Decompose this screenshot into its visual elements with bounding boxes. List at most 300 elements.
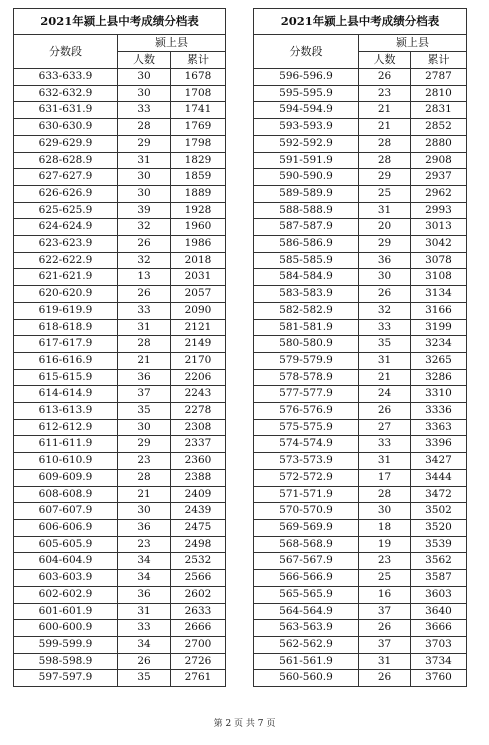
table-row xyxy=(14,403,226,420)
table-row xyxy=(254,319,467,336)
header-cumulative: 累计 xyxy=(171,52,226,69)
cumulative-cell: 2787 xyxy=(411,69,467,86)
cumulative-cell: 1741 xyxy=(171,102,226,119)
table-row xyxy=(14,269,226,286)
cumulative-cell: 1859 xyxy=(171,169,226,186)
count-cell: 23 xyxy=(118,536,171,553)
table-row xyxy=(14,519,226,536)
table-row xyxy=(254,553,467,570)
cumulative-cell: 3603 xyxy=(411,586,467,603)
table-row xyxy=(254,453,467,470)
score-range-cell: 562-562.9 xyxy=(254,636,359,653)
cumulative-cell: 3310 xyxy=(411,386,467,403)
count-cell: 30 xyxy=(118,419,171,436)
table-row xyxy=(254,286,467,303)
header-county: 颍上县 xyxy=(359,35,467,52)
score-table-right xyxy=(253,8,467,687)
count-cell: 21 xyxy=(359,119,411,136)
cumulative-cell: 3013 xyxy=(411,219,467,236)
table-row xyxy=(254,486,467,503)
table-row xyxy=(254,603,467,620)
cumulative-cell: 3703 xyxy=(411,636,467,653)
count-cell: 29 xyxy=(118,135,171,152)
cumulative-cell: 2810 xyxy=(411,85,467,102)
count-cell: 26 xyxy=(118,236,171,253)
header-score-range: 分数段 xyxy=(14,35,118,69)
count-cell: 30 xyxy=(359,503,411,520)
count-cell: 29 xyxy=(359,236,411,253)
table-row xyxy=(14,85,226,102)
cumulative-cell: 3336 xyxy=(411,403,467,420)
cumulative-cell: 2566 xyxy=(171,570,226,587)
score-range-cell: 564-564.9 xyxy=(254,603,359,620)
count-cell: 33 xyxy=(359,319,411,336)
count-cell: 28 xyxy=(118,119,171,136)
cumulative-cell: 2337 xyxy=(171,436,226,453)
count-cell: 21 xyxy=(359,102,411,119)
table-row xyxy=(14,302,226,319)
count-cell: 31 xyxy=(359,453,411,470)
table-row xyxy=(254,369,467,386)
score-range-cell: 604-604.9 xyxy=(14,553,118,570)
score-range-cell: 560-560.9 xyxy=(254,670,359,687)
count-cell: 28 xyxy=(118,469,171,486)
cumulative-cell: 2149 xyxy=(171,336,226,353)
count-cell: 16 xyxy=(359,586,411,603)
cumulative-cell: 3396 xyxy=(411,436,467,453)
table-row xyxy=(14,636,226,653)
count-cell: 34 xyxy=(118,553,171,570)
score-range-cell: 603-603.9 xyxy=(14,570,118,587)
count-cell: 33 xyxy=(359,436,411,453)
cumulative-cell: 2475 xyxy=(171,519,226,536)
table-row xyxy=(14,436,226,453)
table-row xyxy=(14,69,226,86)
cumulative-cell: 1889 xyxy=(171,185,226,202)
table-row xyxy=(254,636,467,653)
table-row xyxy=(14,453,226,470)
count-cell: 33 xyxy=(118,620,171,637)
cumulative-cell: 3666 xyxy=(411,620,467,637)
cumulative-cell: 3234 xyxy=(411,336,467,353)
score-range-cell: 601-601.9 xyxy=(14,603,118,620)
score-range-cell: 600-600.9 xyxy=(14,620,118,637)
count-cell: 23 xyxy=(359,85,411,102)
table-row xyxy=(14,252,226,269)
table-row xyxy=(14,286,226,303)
count-cell: 31 xyxy=(118,152,171,169)
count-cell: 36 xyxy=(118,586,171,603)
score-range-cell: 593-593.9 xyxy=(254,119,359,136)
cumulative-cell: 1829 xyxy=(171,152,226,169)
cumulative-cell: 2908 xyxy=(411,152,467,169)
table-row xyxy=(254,436,467,453)
header-score-range: 分数段 xyxy=(254,35,359,69)
score-range-cell: 630-630.9 xyxy=(14,119,118,136)
table-row xyxy=(254,403,467,420)
cumulative-cell: 1798 xyxy=(171,135,226,152)
table-row xyxy=(254,169,467,186)
count-cell: 36 xyxy=(118,369,171,386)
cumulative-cell: 3363 xyxy=(411,419,467,436)
table-row xyxy=(14,419,226,436)
cumulative-cell: 1986 xyxy=(171,236,226,253)
table-row xyxy=(254,570,467,587)
cumulative-cell: 3265 xyxy=(411,352,467,369)
cumulative-cell: 2633 xyxy=(171,603,226,620)
cumulative-cell: 2360 xyxy=(171,453,226,470)
cumulative-cell: 2439 xyxy=(171,503,226,520)
score-range-cell: 587-587.9 xyxy=(254,219,359,236)
table-row xyxy=(14,219,226,236)
score-range-cell: 570-570.9 xyxy=(254,503,359,520)
score-range-cell: 605-605.9 xyxy=(14,536,118,553)
cumulative-cell: 2121 xyxy=(171,319,226,336)
count-cell: 36 xyxy=(118,519,171,536)
count-cell: 26 xyxy=(359,403,411,420)
score-range-cell: 584-584.9 xyxy=(254,269,359,286)
table-row xyxy=(14,152,226,169)
count-cell: 30 xyxy=(118,169,171,186)
count-cell: 21 xyxy=(118,486,171,503)
table-row xyxy=(14,102,226,119)
count-cell: 30 xyxy=(359,269,411,286)
score-range-cell: 586-586.9 xyxy=(254,236,359,253)
cumulative-cell: 3539 xyxy=(411,536,467,553)
count-cell: 30 xyxy=(118,85,171,102)
cumulative-cell: 3472 xyxy=(411,486,467,503)
cumulative-cell: 3134 xyxy=(411,286,467,303)
count-cell: 35 xyxy=(359,336,411,353)
score-range-cell: 625-625.9 xyxy=(14,202,118,219)
score-range-cell: 626-626.9 xyxy=(14,185,118,202)
table-row xyxy=(254,69,467,86)
table-title: 2021年颍上县中考成绩分档表 xyxy=(254,9,467,35)
score-range-cell: 579-579.9 xyxy=(254,352,359,369)
count-cell: 26 xyxy=(118,653,171,670)
cumulative-cell: 2700 xyxy=(171,636,226,653)
count-cell: 33 xyxy=(118,302,171,319)
count-cell: 34 xyxy=(118,570,171,587)
count-cell: 33 xyxy=(118,102,171,119)
score-range-cell: 607-607.9 xyxy=(14,503,118,520)
score-range-cell: 615-615.9 xyxy=(14,369,118,386)
cumulative-cell: 2532 xyxy=(171,553,226,570)
cumulative-cell: 2057 xyxy=(171,286,226,303)
table-row xyxy=(14,236,226,253)
table-row xyxy=(254,236,467,253)
score-range-cell: 624-624.9 xyxy=(14,219,118,236)
table-row xyxy=(254,85,467,102)
score-range-cell: 585-585.9 xyxy=(254,252,359,269)
table-row xyxy=(14,620,226,637)
table-row xyxy=(254,269,467,286)
cumulative-cell: 1678 xyxy=(171,69,226,86)
cumulative-cell: 3587 xyxy=(411,570,467,587)
score-range-cell: 597-597.9 xyxy=(14,670,118,687)
cumulative-cell: 2498 xyxy=(171,536,226,553)
count-cell: 26 xyxy=(359,286,411,303)
table-row xyxy=(14,119,226,136)
table-row xyxy=(254,536,467,553)
score-range-cell: 596-596.9 xyxy=(254,69,359,86)
cumulative-cell: 3520 xyxy=(411,519,467,536)
count-cell: 31 xyxy=(359,352,411,369)
cumulative-cell: 2206 xyxy=(171,369,226,386)
table-row xyxy=(254,519,467,536)
score-range-cell: 592-592.9 xyxy=(254,135,359,152)
table-row xyxy=(14,570,226,587)
cumulative-cell: 2962 xyxy=(411,185,467,202)
score-range-cell: 619-619.9 xyxy=(14,302,118,319)
count-cell: 28 xyxy=(359,486,411,503)
cumulative-cell: 3108 xyxy=(411,269,467,286)
table-row xyxy=(14,352,226,369)
cumulative-cell: 1928 xyxy=(171,202,226,219)
score-range-cell: 608-608.9 xyxy=(14,486,118,503)
cumulative-cell: 1769 xyxy=(171,119,226,136)
cumulative-cell: 3734 xyxy=(411,653,467,670)
table-row xyxy=(14,185,226,202)
count-cell: 30 xyxy=(118,185,171,202)
count-cell: 32 xyxy=(359,302,411,319)
count-cell: 28 xyxy=(359,135,411,152)
cumulative-cell: 1960 xyxy=(171,219,226,236)
cumulative-cell: 3042 xyxy=(411,236,467,253)
score-range-cell: 568-568.9 xyxy=(254,536,359,553)
score-range-cell: 581-581.9 xyxy=(254,319,359,336)
score-range-cell: 571-571.9 xyxy=(254,486,359,503)
count-cell: 30 xyxy=(118,69,171,86)
cumulative-cell: 3427 xyxy=(411,453,467,470)
count-cell: 26 xyxy=(118,286,171,303)
count-cell: 37 xyxy=(359,603,411,620)
count-cell: 36 xyxy=(359,252,411,269)
count-cell: 23 xyxy=(118,453,171,470)
cumulative-cell: 2726 xyxy=(171,653,226,670)
header-count: 人数 xyxy=(359,52,411,69)
cumulative-cell: 2852 xyxy=(411,119,467,136)
table-row xyxy=(14,386,226,403)
score-range-cell: 633-633.9 xyxy=(14,69,118,86)
score-range-cell: 622-622.9 xyxy=(14,252,118,269)
table-row xyxy=(254,252,467,269)
count-cell: 23 xyxy=(359,553,411,570)
score-range-cell: 618-618.9 xyxy=(14,319,118,336)
table-row xyxy=(254,152,467,169)
score-range-cell: 612-612.9 xyxy=(14,419,118,436)
count-cell: 28 xyxy=(118,336,171,353)
cumulative-cell: 3640 xyxy=(411,603,467,620)
table-row xyxy=(254,419,467,436)
cumulative-cell: 2090 xyxy=(171,302,226,319)
page-footer: 第 2 页 共 7 页 xyxy=(213,719,276,729)
count-cell: 26 xyxy=(359,69,411,86)
count-cell: 31 xyxy=(118,603,171,620)
score-range-cell: 591-591.9 xyxy=(254,152,359,169)
table-row xyxy=(254,670,467,687)
count-cell: 27 xyxy=(359,419,411,436)
cumulative-cell: 2937 xyxy=(411,169,467,186)
table-row xyxy=(254,135,467,152)
count-cell: 35 xyxy=(118,670,171,687)
cumulative-cell: 2388 xyxy=(171,469,226,486)
cumulative-cell: 2243 xyxy=(171,386,226,403)
score-range-cell: 623-623.9 xyxy=(14,236,118,253)
table-row xyxy=(14,169,226,186)
score-range-cell: 620-620.9 xyxy=(14,286,118,303)
cumulative-cell: 2831 xyxy=(411,102,467,119)
cumulative-cell: 2170 xyxy=(171,352,226,369)
score-range-cell: 578-578.9 xyxy=(254,369,359,386)
score-range-cell: 606-606.9 xyxy=(14,519,118,536)
score-range-cell: 582-582.9 xyxy=(254,302,359,319)
score-range-cell: 583-583.9 xyxy=(254,286,359,303)
score-range-cell: 590-590.9 xyxy=(254,169,359,186)
score-range-cell: 611-611.9 xyxy=(14,436,118,453)
score-range-cell: 574-574.9 xyxy=(254,436,359,453)
score-range-cell: 561-561.9 xyxy=(254,653,359,670)
cumulative-cell: 3166 xyxy=(411,302,467,319)
score-range-cell: 629-629.9 xyxy=(14,135,118,152)
score-range-cell: 613-613.9 xyxy=(14,403,118,420)
table-row xyxy=(14,653,226,670)
cumulative-cell: 3078 xyxy=(411,252,467,269)
table-row xyxy=(254,653,467,670)
score-range-cell: 567-567.9 xyxy=(254,553,359,570)
table-row xyxy=(14,369,226,386)
count-cell: 24 xyxy=(359,386,411,403)
table-row xyxy=(254,202,467,219)
score-range-cell: 616-616.9 xyxy=(14,352,118,369)
score-range-cell: 566-566.9 xyxy=(254,570,359,587)
header-county: 颍上县 xyxy=(118,35,226,52)
header-count: 人数 xyxy=(118,52,171,69)
count-cell: 26 xyxy=(359,620,411,637)
table-row xyxy=(254,352,467,369)
score-range-cell: 617-617.9 xyxy=(14,336,118,353)
count-cell: 34 xyxy=(118,636,171,653)
table-row xyxy=(14,553,226,570)
score-range-cell: 589-589.9 xyxy=(254,185,359,202)
score-range-cell: 614-614.9 xyxy=(14,386,118,403)
cumulative-cell: 2409 xyxy=(171,486,226,503)
cumulative-cell: 3199 xyxy=(411,319,467,336)
count-cell: 17 xyxy=(359,469,411,486)
table-row xyxy=(14,486,226,503)
score-range-cell: 599-599.9 xyxy=(14,636,118,653)
count-cell: 31 xyxy=(118,319,171,336)
header-cumulative: 累计 xyxy=(411,52,467,69)
score-range-cell: 598-598.9 xyxy=(14,653,118,670)
table-row xyxy=(254,302,467,319)
cumulative-cell: 2602 xyxy=(171,586,226,603)
count-cell: 21 xyxy=(118,352,171,369)
cumulative-cell: 2880 xyxy=(411,135,467,152)
count-cell: 32 xyxy=(118,252,171,269)
score-range-cell: 610-610.9 xyxy=(14,453,118,470)
cumulative-cell: 3444 xyxy=(411,469,467,486)
table-row xyxy=(14,670,226,687)
score-range-cell: 628-628.9 xyxy=(14,152,118,169)
cumulative-cell: 3286 xyxy=(411,369,467,386)
score-range-cell: 588-588.9 xyxy=(254,202,359,219)
count-cell: 26 xyxy=(359,670,411,687)
score-range-cell: 565-565.9 xyxy=(254,586,359,603)
table-row xyxy=(14,503,226,520)
cumulative-cell: 2761 xyxy=(171,670,226,687)
table-row xyxy=(254,102,467,119)
table-row xyxy=(14,536,226,553)
cumulative-cell: 2018 xyxy=(171,252,226,269)
score-range-cell: 572-572.9 xyxy=(254,469,359,486)
table-row xyxy=(254,119,467,136)
table-row xyxy=(14,135,226,152)
count-cell: 32 xyxy=(118,219,171,236)
table-row xyxy=(254,586,467,603)
table-row xyxy=(14,469,226,486)
score-range-cell: 580-580.9 xyxy=(254,336,359,353)
count-cell: 25 xyxy=(359,185,411,202)
score-range-cell: 632-632.9 xyxy=(14,85,118,102)
table-row xyxy=(14,202,226,219)
count-cell: 25 xyxy=(359,570,411,587)
cumulative-cell: 3760 xyxy=(411,670,467,687)
table-row xyxy=(14,319,226,336)
table-row xyxy=(254,336,467,353)
table-row xyxy=(254,503,467,520)
count-cell: 28 xyxy=(359,152,411,169)
count-cell: 29 xyxy=(359,169,411,186)
score-range-cell: 595-595.9 xyxy=(254,85,359,102)
table-row xyxy=(254,620,467,637)
table-title: 2021年颍上县中考成绩分档表 xyxy=(14,9,226,35)
score-range-cell: 627-627.9 xyxy=(14,169,118,186)
cumulative-cell: 2993 xyxy=(411,202,467,219)
cumulative-cell: 3502 xyxy=(411,503,467,520)
table-row xyxy=(254,469,467,486)
cumulative-cell: 2666 xyxy=(171,620,226,637)
score-range-cell: 609-609.9 xyxy=(14,469,118,486)
table-row xyxy=(254,219,467,236)
score-range-cell: 575-575.9 xyxy=(254,419,359,436)
score-range-cell: 594-594.9 xyxy=(254,102,359,119)
score-range-cell: 569-569.9 xyxy=(254,519,359,536)
count-cell: 37 xyxy=(118,386,171,403)
count-cell: 31 xyxy=(359,202,411,219)
table-row xyxy=(14,603,226,620)
score-range-cell: 602-602.9 xyxy=(14,586,118,603)
score-range-cell: 563-563.9 xyxy=(254,620,359,637)
count-cell: 30 xyxy=(118,503,171,520)
score-range-cell: 576-576.9 xyxy=(254,403,359,420)
count-cell: 29 xyxy=(118,436,171,453)
score-table-left xyxy=(13,8,226,687)
count-cell: 37 xyxy=(359,636,411,653)
table-row xyxy=(254,386,467,403)
count-cell: 35 xyxy=(118,403,171,420)
table-row xyxy=(14,586,226,603)
score-range-cell: 577-577.9 xyxy=(254,386,359,403)
cumulative-cell: 2278 xyxy=(171,403,226,420)
score-range-cell: 631-631.9 xyxy=(14,102,118,119)
cumulative-cell: 2031 xyxy=(171,269,226,286)
count-cell: 21 xyxy=(359,369,411,386)
count-cell: 20 xyxy=(359,219,411,236)
cumulative-cell: 1708 xyxy=(171,85,226,102)
count-cell: 18 xyxy=(359,519,411,536)
cumulative-cell: 2308 xyxy=(171,419,226,436)
